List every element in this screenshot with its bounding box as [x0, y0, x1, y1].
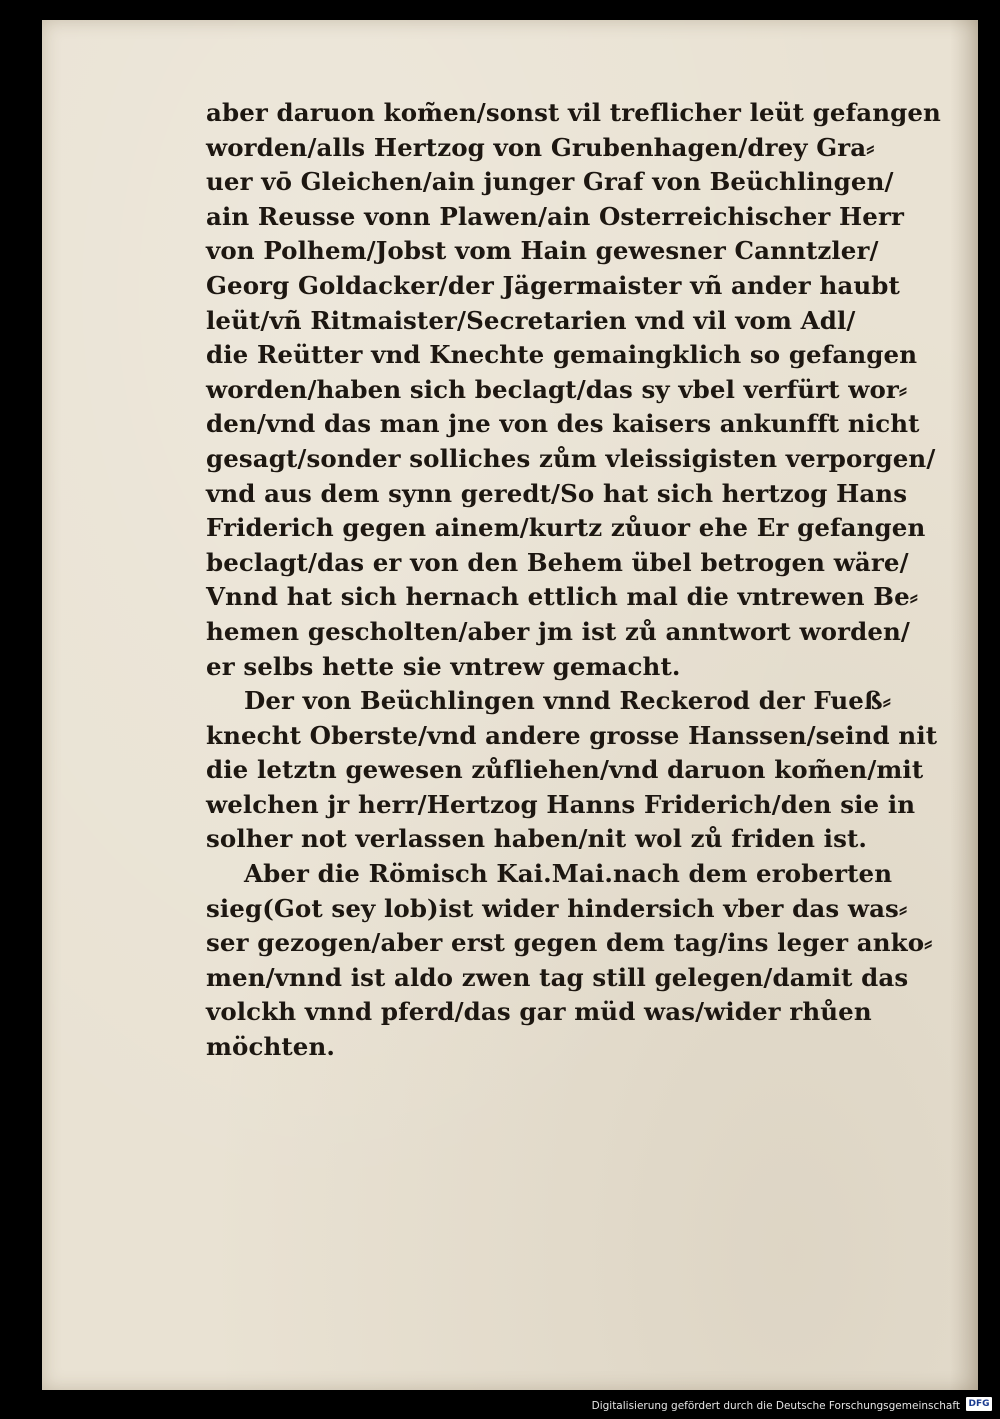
- text-line: hemen gescholten/aber jm ist zů anntwort worden/: [206, 616, 910, 646]
- text-line: Friderich gegen ainem/kurtz zůuor ehe Er gefangen: [206, 513, 926, 543]
- dfg-logo: DFG: [966, 1397, 992, 1411]
- text-line: knecht Oberste/vnd andere grosse Hanssen/seind nit: [206, 720, 938, 750]
- text-line: solher not verlassen haben/nit wol zů friden ist.: [206, 824, 868, 854]
- text-line: aber daruon kom̃en/sonst vil treflicher leüt gefangen: [206, 98, 941, 127]
- text-line: volckh vnnd pferd/das gar müd was/wider rhůen: [206, 997, 872, 1027]
- text-line: worden/haben sich beclagt/das sy vbel verfürt wor⸗: [206, 374, 908, 404]
- text-line: gesagt/sonder solliches zům vleissigisten verporgen/: [206, 443, 936, 473]
- text-line: uer vō Gleichen/ain junger Graf von Beüchlingen/: [206, 167, 894, 197]
- text-line: von Polhem/Jobst vom Hain gewesner Canntzler/: [206, 236, 879, 266]
- text-line: Georg Goldacker/der Jägermaister vñ ander haubt: [206, 270, 900, 300]
- text-line: beclagt/das er von den Behem übel betrogen wäre/: [206, 547, 909, 577]
- paragraph-start-line: Der von Beüchlingen vnnd Reckerod der Fueß⸗: [244, 686, 891, 716]
- text-line: den/vnd das man jne von des kaisers ankunfft nicht: [206, 409, 920, 439]
- text-line: ain Reusse vonn Plawen/ain Osterreichischer Herr: [206, 201, 904, 231]
- book-page: [42, 20, 978, 1390]
- text-line: sieg(Got sey lob)ist wider hindersich vber das was⸗: [206, 893, 908, 923]
- text-line: ser gezogen/aber erst gegen dem tag/ins leger anko⸗: [206, 928, 933, 958]
- page-text-block: [206, 96, 946, 1065]
- text-line: die letztn gewesen zůfliehen/vnd daruon kom̃en/mit: [206, 755, 924, 785]
- text-line: leüt/vñ Ritmaister/Secretarien vnd vil vom Adl/: [206, 305, 856, 335]
- text-line: welchen jr herr/Hertzog Hanns Friderich/den sie in: [206, 789, 916, 819]
- text-line: Vnnd hat sich hernach ettlich mal die vntrewen Be⸗: [206, 582, 919, 612]
- text-line: die Reütter vnd Knechte gemaingklich so gefangen: [206, 340, 918, 370]
- page-edge-shadow: [950, 20, 978, 1390]
- text-line: er selbs hette sie vntrew gemacht.: [206, 651, 681, 681]
- text-line: men/vnnd ist aldo zwen tag still gelegen/damit das: [206, 962, 909, 992]
- text-line: vnd aus dem synn geredt/So hat sich hertzog Hans: [206, 478, 908, 508]
- text-line: worden/alls Hertzog von Grubenhagen/drey Gra⸗: [206, 132, 875, 162]
- paragraph-start-line: Aber die Römisch Kai.Mai.nach dem eroberten: [244, 859, 893, 889]
- funding-notice: Digitalisierung gefördert durch die Deutsche Forschungsgemeinschaft: [591, 1400, 960, 1412]
- footer-bar: [0, 1390, 1000, 1419]
- text-line: möchten.: [206, 1032, 336, 1062]
